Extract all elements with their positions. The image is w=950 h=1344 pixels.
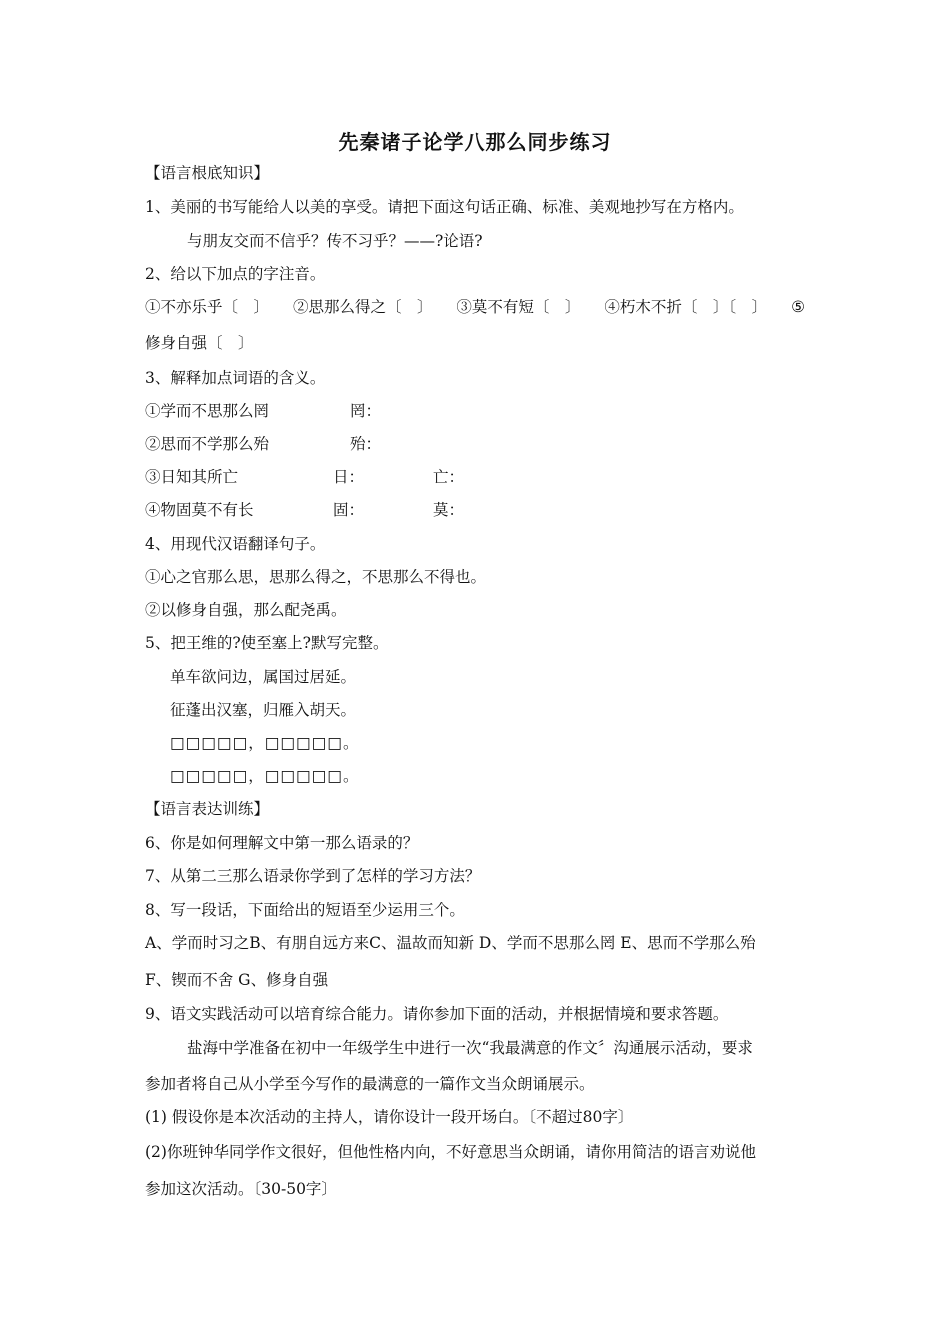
q3-phrase: ①学而不思那么罔 bbox=[145, 402, 270, 420]
poem-line: 征蓬出汉塞，归雁入胡天。 bbox=[170, 701, 357, 719]
q2-items bbox=[145, 297, 805, 317]
q2-item: ④朽木不折〔 〕〔 〕 bbox=[604, 298, 768, 316]
q3-term-a: 日： bbox=[333, 468, 365, 486]
q3-prompt: 3、解释加点词语的含义。 bbox=[145, 369, 326, 387]
q3-term-b: 亡： bbox=[433, 468, 465, 486]
q8-option: C、温故而知新 bbox=[369, 934, 474, 952]
q3-term-b: 莫： bbox=[433, 501, 465, 519]
q2-item: ③莫不有短〔 〕 bbox=[456, 298, 581, 316]
q2-item: ②思那么得之〔 〕 bbox=[292, 298, 433, 316]
q8-option: E、思而不学那么殆 bbox=[620, 934, 756, 952]
poem-blank-line: □□□□□，□□□□□。 bbox=[170, 767, 360, 785]
q8-options bbox=[145, 933, 756, 953]
section-heading-basic: 【语言根底知识】 bbox=[145, 164, 270, 182]
q9-part1: (1) 假设你是本次活动的主持人，请你设计一段开场白。〔不超过80字〕 bbox=[145, 1108, 634, 1126]
poem-line: 单车欲问边，属国过居延。 bbox=[170, 668, 357, 686]
q4-sentence: ②以修身自强，那么配尧禹。 bbox=[145, 601, 347, 619]
q2-item: ①不亦乐乎〔 〕 bbox=[145, 298, 270, 316]
q3-term-a: 固： bbox=[333, 501, 365, 519]
q9-prompt: 9、语文实践活动可以培育综合能力。请你参加下面的活动，并根据情境和要求答题。 bbox=[145, 1005, 729, 1023]
section-heading-expression: 【语言表达训练】 bbox=[145, 800, 270, 818]
q4-prompt: 4、用现代汉语翻译句子。 bbox=[145, 535, 326, 553]
page-title: 先秦诸子论学八那么同步练习 bbox=[338, 130, 612, 154]
q5-prompt: 5、把王维的?使至塞上?默写完整。 bbox=[145, 634, 389, 652]
q8-option: B、有朋自远方来 bbox=[249, 934, 370, 952]
q3-row bbox=[145, 434, 565, 454]
q8-option: D、学而不思那么罔 bbox=[478, 934, 616, 952]
q9-context: 参加者将自己从小学至今写作的最满意的一篇作文当众朗诵展示。 bbox=[145, 1075, 595, 1093]
q9-part2: (2)你班钟华同学作文很好，但他性格内向，不好意思当众朗诵，请你用简洁的语言劝说他 bbox=[145, 1143, 756, 1161]
q8-wrap: F、锲而不舍 G、修身自强 bbox=[145, 971, 329, 989]
q1-sentence: 与朋友交而不信乎？传不习乎？——?论语? bbox=[187, 232, 483, 250]
q3-row bbox=[145, 467, 565, 487]
q9-part2-cont: 参加这次活动。〔30-50字〕 bbox=[145, 1180, 337, 1198]
q4-sentence: ①心之官那么思，思那么得之，不思那么不得也。 bbox=[145, 568, 487, 586]
q3-row bbox=[145, 401, 565, 421]
q2-item: ⑤ bbox=[791, 298, 805, 316]
q2-wrap: 修身自强〔 〕 bbox=[145, 334, 254, 352]
q3-term-a: 殆： bbox=[350, 435, 382, 453]
q6-prompt: 6、你是如何理解文中第一那么语录的？ bbox=[145, 834, 419, 852]
q3-phrase: ③日知其所亡 bbox=[145, 468, 239, 486]
q3-row bbox=[145, 500, 565, 520]
q7-prompt: 7、从第二三那么语录你学到了怎样的学习方法？ bbox=[145, 867, 481, 885]
q8-option: A、学而时习之 bbox=[145, 934, 250, 952]
q1-prompt: 1、美丽的书写能给人以美的享受。请把下面这句话正确、标准、美观地抄写在方格内。 bbox=[145, 198, 744, 216]
q3-phrase: ④物固莫不有长 bbox=[145, 501, 254, 519]
q8-prompt: 8、写一段话，下面给出的短语至少运用三个。 bbox=[145, 901, 465, 919]
poem-blank-line: □□□□□，□□□□□。 bbox=[170, 734, 360, 752]
q9-context: 盐海中学准备在初中一年级学生中进行一次“我最满意的作文〞沟通展示活动，要求 bbox=[187, 1039, 753, 1057]
q3-term-a: 罔： bbox=[350, 402, 382, 420]
q2-prompt: 2、给以下加点的字注音。 bbox=[145, 265, 326, 283]
q3-phrase: ②思而不学那么殆 bbox=[145, 435, 270, 453]
